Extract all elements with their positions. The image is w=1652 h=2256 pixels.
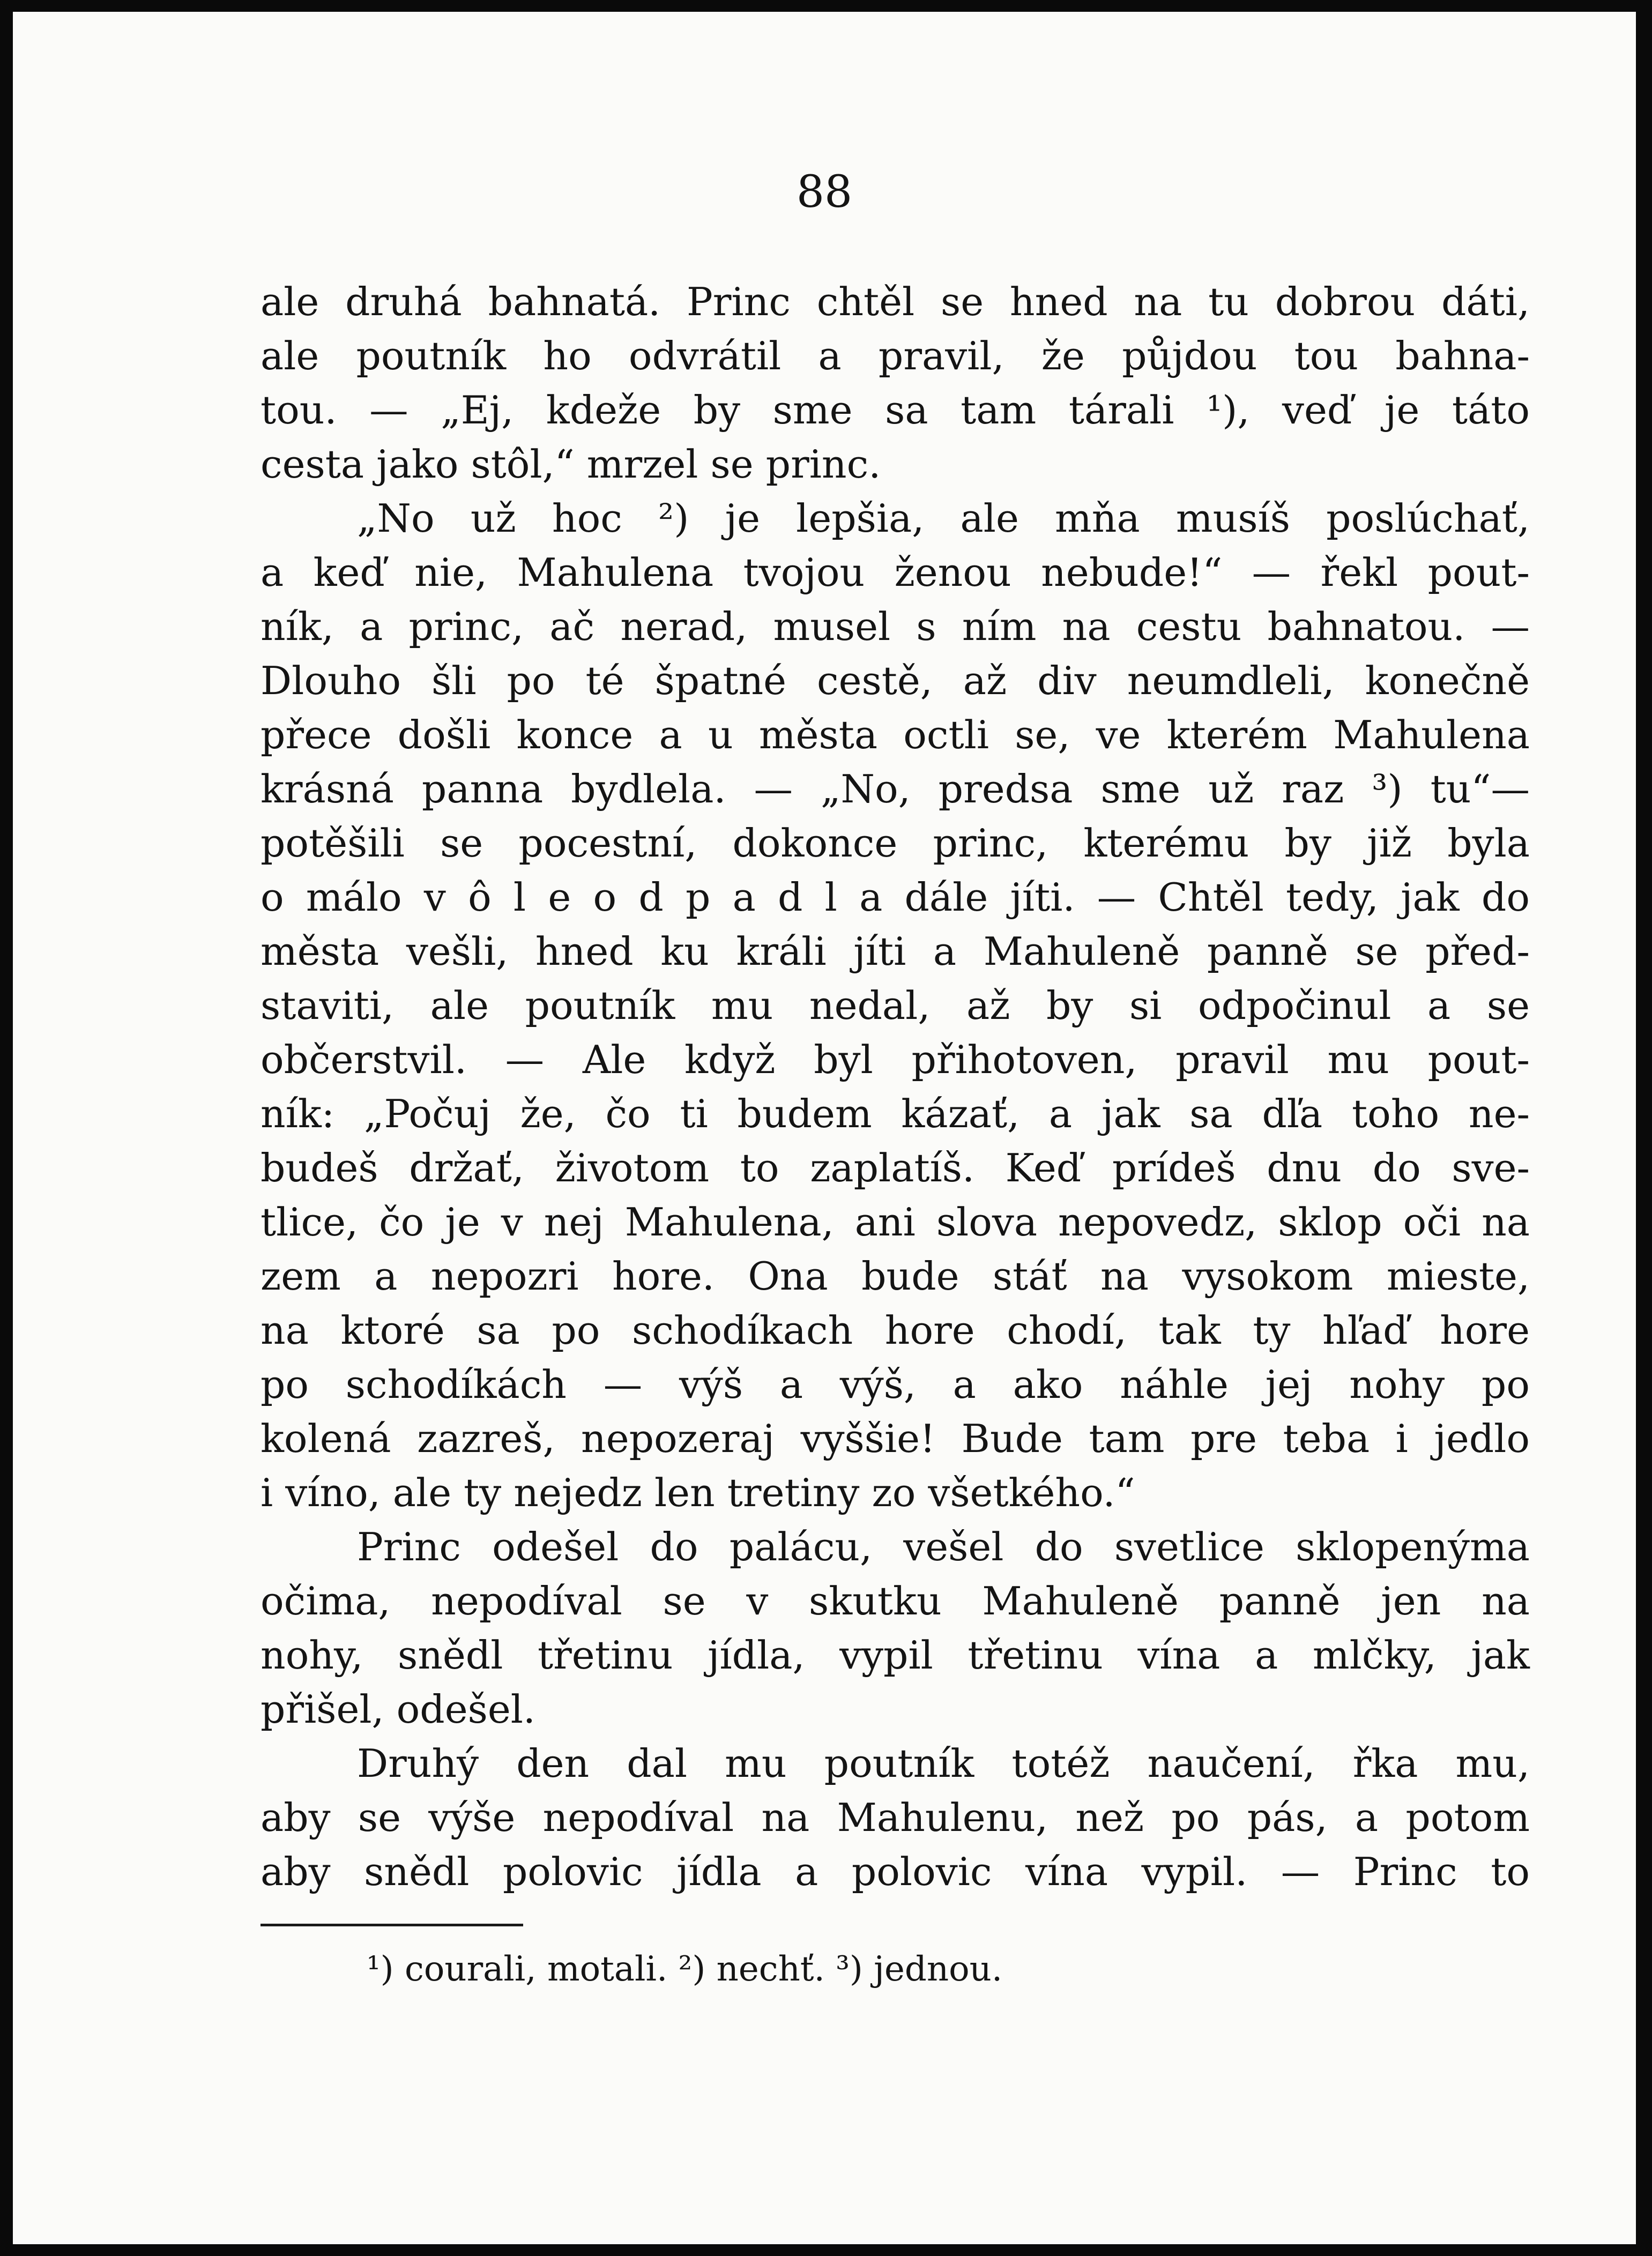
footnotes: ¹) courali, motali. ²) nechť. ³) jednou. [367,1949,1003,1989]
text-line: ník: „Počuj že, čo ti budem kázať, a jak sa dľa toho ne- [261,1092,1530,1137]
text-line: města vešli, hned ku králi jíti a Mahuleně panně se před- [261,929,1530,974]
text-line: tou. — „Ej, kdeže by sme sa tam tárali ¹), veď je táto [261,388,1530,433]
text-line: po schodíkách — výš a výš, a ako náhle jej nohy po [261,1362,1530,1408]
text-line: kolená zazreš, nepozeraj vyššie! Bude tam pre teba i jedlo [261,1417,1530,1462]
text-line: aby se výše nepodíval na Mahulenu, než po pás, a potom [261,1796,1530,1841]
text-line: na ktoré sa po schodíkach hore chodí, tak ty hľaď hore [261,1308,1530,1353]
text-line: Druhý den dal mu poutník totéž naučení, řka mu, [357,1741,1530,1786]
text-line: a keď nie, Mahulena tvojou ženou nebude!“ — řekl pout- [261,550,1530,595]
text-line: Dlouho šli po té špatné cestě, až div neumdleli, konečně [261,659,1530,704]
text-line: krásná panna bydlela. — „No, predsa sme už raz ³) tu“— [261,767,1530,812]
text-line: zem a nepozri hore. Ona bude stáť na vysokom mieste, [261,1254,1530,1299]
text-line: budeš držať, životom to zaplatíš. Keď prídeš dnu do sve- [261,1146,1530,1191]
footnote-divider [261,1924,523,1926]
text-line: ale poutník ho odvrátil a pravil, že půjdou tou bahna- [261,334,1530,379]
text-line: nohy, snědl třetinu jídla, vypil třetinu vína a mlčky, jak [261,1633,1530,1678]
text-line: očima, nepodíval se v skutku Mahuleně panně jen na [261,1579,1530,1624]
text-line: přišel, odešel. [261,1687,535,1732]
text-line: občerstvil. — Ale když byl přihotoven, pravil mu pout- [261,1038,1530,1083]
text-line: i víno, ale ty nejedz len tretiny zo všetkého.“ [261,1471,1135,1516]
text-line: aby snědl polovic jídla a polovic vína vypil. — Princ to [261,1850,1530,1895]
text-line: o málo v ô l e o d p a d l a dále jíti. — Chtěl tedy, jak do [261,875,1530,920]
text-line: potěšili se pocestní, dokonce princ, kterému by již byla [261,821,1530,866]
text-line: Princ odešel do palácu, vešel do svetlice sklopenýma [357,1525,1530,1570]
text-line: „No už hoc ²) je lepšia, ale mňa musíš poslúchať, [357,496,1530,541]
page-number: 88 [796,167,853,218]
text-line: staviti, ale poutník mu nedal, až by si odpočinul a se [261,984,1530,1029]
text-line: cesta jako stôl,“ mrzel se princ. [261,442,881,487]
text-line: tlice, čo je v nej Mahulena, ani slova nepovedz, sklop oči na [261,1200,1530,1245]
text-line: ale druhá bahnatá. Princ chtěl se hned na tu dobrou dáti, [261,280,1530,325]
text-line: ník, a princ, ač nerad, musel s ním na cestu bahnatou. — [261,605,1530,650]
body-text [261,276,1530,1900]
text-line: přece došli konce a u města octli se, ve kterém Mahulena [261,713,1530,758]
